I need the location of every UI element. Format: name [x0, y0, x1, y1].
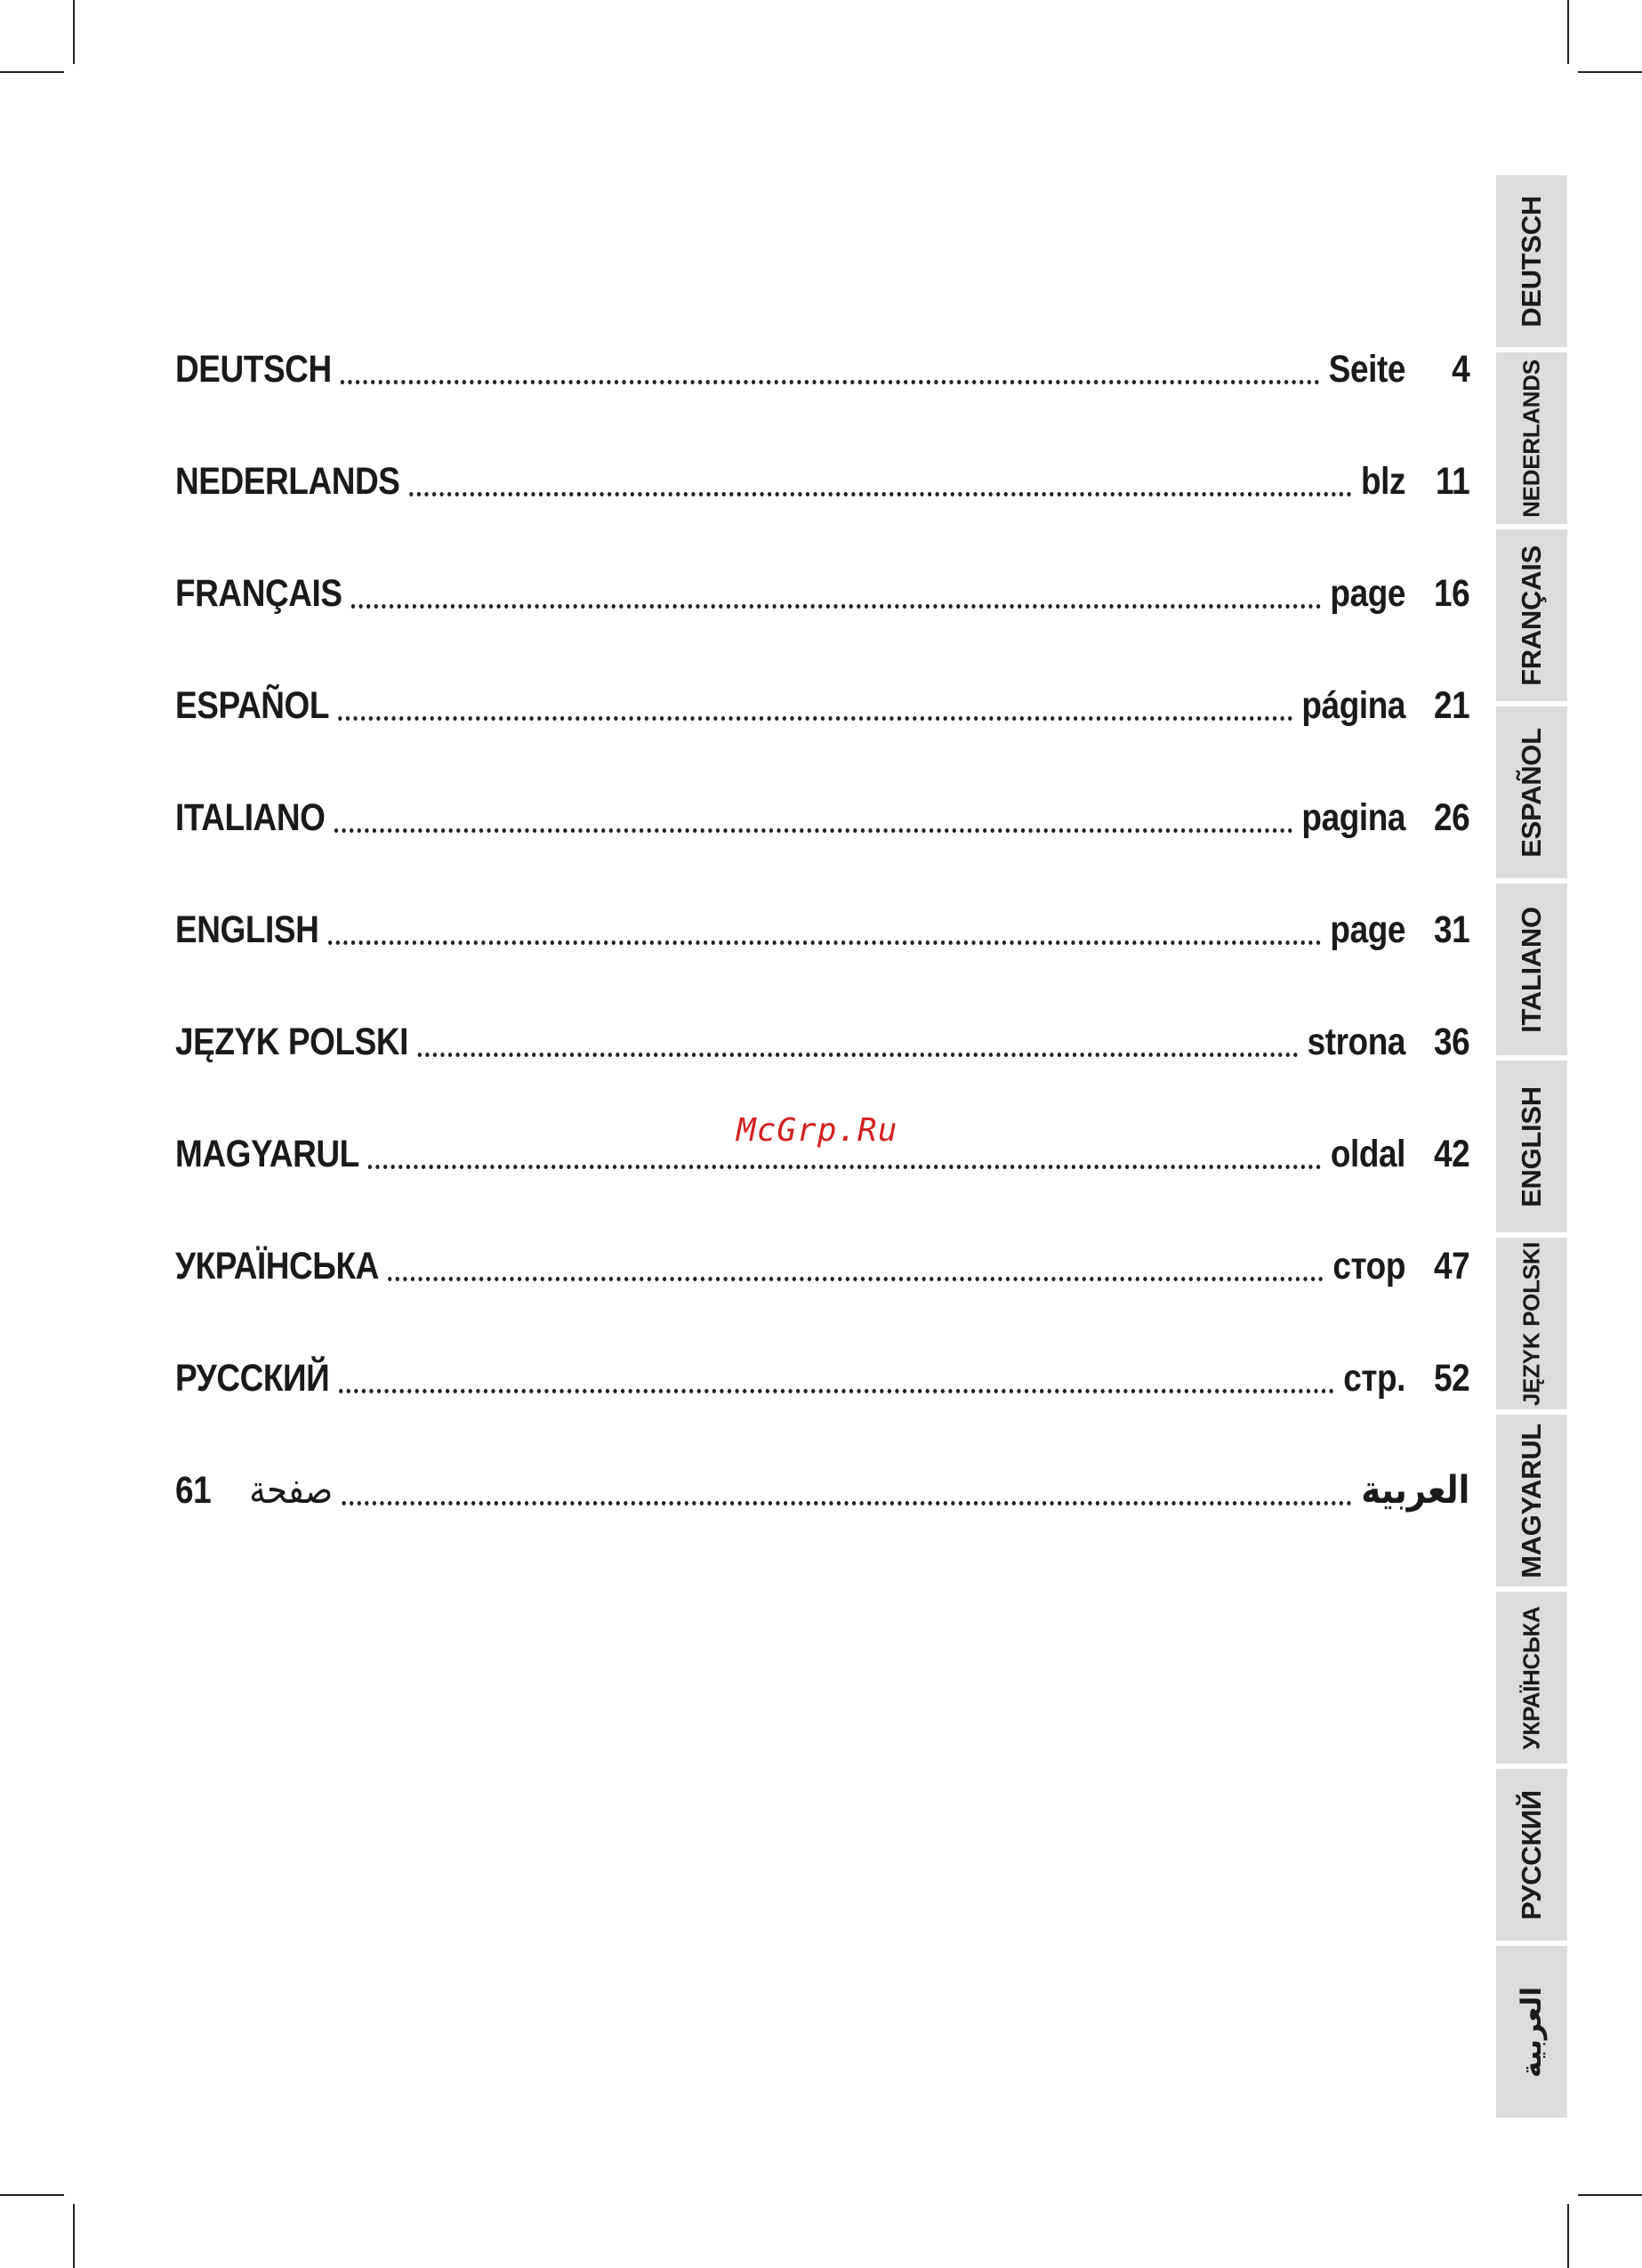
toc-leader-dots — [334, 787, 1292, 849]
watermark: McGrp.Ru — [736, 1112, 898, 1149]
toc-page-number: 36 — [1433, 1021, 1470, 1063]
table-of-contents — [175, 338, 1469, 1571]
tab-label: РУССКИЙ — [1516, 1789, 1547, 1920]
tab-ukrainska[interactable] — [1496, 1592, 1567, 1764]
crop-mark-bottom-right-vertical — [1567, 2204, 1569, 2268]
toc-leader-dots — [417, 1011, 1298, 1073]
toc-leader-dots — [328, 899, 1321, 961]
toc-leader-dots — [342, 1459, 1352, 1521]
toc-page-number: 47 — [1433, 1245, 1470, 1287]
language-tabs — [1496, 175, 1567, 2123]
crop-mark-top-right-vertical — [1567, 0, 1569, 64]
crop-mark-bottom-left-vertical — [73, 2204, 75, 2268]
toc-entry[interactable] — [175, 787, 1469, 899]
tab-espanol[interactable] — [1496, 706, 1567, 878]
toc-page-word: pagina — [1301, 796, 1406, 839]
tab-label: العربية — [1516, 1986, 1547, 2078]
toc-language: FRANÇAIS — [175, 572, 342, 615]
toc-page-number: 42 — [1433, 1133, 1470, 1175]
toc-entry[interactable] — [175, 1235, 1469, 1347]
crop-mark-bottom-left-horizontal — [0, 2194, 64, 2196]
tab-label: ITALIANO — [1516, 906, 1547, 1033]
toc-language: ENGLISH — [175, 908, 319, 951]
toc-language: DEUTSCH — [175, 348, 332, 391]
toc-page-word: strona — [1307, 1021, 1406, 1063]
toc-entry[interactable] — [175, 338, 1469, 450]
tab-italiano[interactable] — [1496, 884, 1567, 1055]
toc-language: NEDERLANDS — [175, 460, 400, 503]
tab-arabic[interactable] — [1496, 1946, 1567, 2118]
toc-language: РУССКИЙ — [175, 1357, 330, 1400]
tab-magyarul[interactable] — [1496, 1415, 1567, 1586]
toc-language: MAGYARUL — [175, 1133, 359, 1175]
toc-page-number: 4 — [1452, 348, 1470, 391]
toc-page-number: 11 — [1436, 460, 1470, 503]
toc-language: JĘZYK POLSKI — [175, 1021, 408, 1063]
crop-mark-top-left-horizontal — [0, 71, 64, 73]
toc-page-word: стр. — [1343, 1357, 1406, 1400]
toc-leader-dots — [339, 1347, 1334, 1409]
toc-leader-dots — [341, 338, 1319, 400]
tab-francais[interactable] — [1496, 529, 1567, 701]
toc-page-number: 61 — [175, 1469, 212, 1512]
tab-label: УКРАЇНСЬКА — [1517, 1606, 1545, 1749]
toc-entry[interactable] — [175, 562, 1469, 674]
toc-page-word: página — [1301, 684, 1406, 727]
tab-label: NEDERLANDS — [1517, 359, 1545, 518]
toc-page-number: 31 — [1433, 908, 1470, 951]
toc-entry[interactable] — [175, 1347, 1469, 1459]
toc-language: العربية — [1361, 1468, 1470, 1513]
toc-page-word: page — [1330, 908, 1406, 951]
tab-label: ESPAÑOL — [1516, 727, 1547, 858]
toc-entry-arabic[interactable] — [175, 1459, 1469, 1571]
crop-mark-top-left-vertical — [73, 0, 75, 64]
toc-language: ITALIANO — [175, 796, 326, 839]
tab-english[interactable] — [1496, 1061, 1567, 1232]
toc-entry[interactable] — [175, 450, 1469, 562]
toc-page-number: 52 — [1433, 1357, 1470, 1400]
toc-leader-dots — [351, 562, 1321, 625]
crop-mark-top-right-horizontal — [1578, 71, 1642, 73]
tab-deutsch[interactable] — [1496, 175, 1567, 347]
toc-page-number: 21 — [1433, 684, 1470, 727]
tab-label: ENGLISH — [1516, 1086, 1547, 1207]
tab-nederlands[interactable] — [1496, 352, 1567, 524]
toc-page-word: blz — [1360, 460, 1406, 503]
toc-entry[interactable] — [175, 899, 1469, 1011]
toc-language: УКРАЇНСЬКА — [175, 1245, 379, 1287]
tab-label: MAGYARUL — [1516, 1423, 1547, 1578]
toc-page-word: Seite — [1328, 348, 1406, 391]
toc-entry[interactable] — [175, 1011, 1469, 1123]
toc-leader-dots — [388, 1235, 1324, 1297]
toc-page-number: 26 — [1433, 796, 1470, 839]
toc-page-word: صفحة — [249, 1468, 334, 1513]
toc-leader-dots — [338, 674, 1292, 737]
toc-page-word: page — [1330, 572, 1406, 615]
toc-leader-dots — [409, 450, 1352, 513]
toc-page-word: oldal — [1330, 1133, 1406, 1175]
toc-page-word: стор — [1332, 1245, 1406, 1287]
tab-polski[interactable] — [1496, 1238, 1567, 1409]
toc-entry[interactable] — [175, 674, 1469, 787]
toc-language: ESPAÑOL — [175, 684, 330, 727]
tab-label: DEUTSCH — [1516, 195, 1547, 327]
toc-page-number: 16 — [1433, 572, 1470, 615]
tab-label: JĘZYK POLSKI — [1517, 1241, 1545, 1406]
tab-russkiy[interactable] — [1496, 1769, 1567, 1941]
crop-mark-bottom-right-horizontal — [1578, 2194, 1642, 2196]
tab-label: FRANÇAIS — [1516, 545, 1547, 686]
